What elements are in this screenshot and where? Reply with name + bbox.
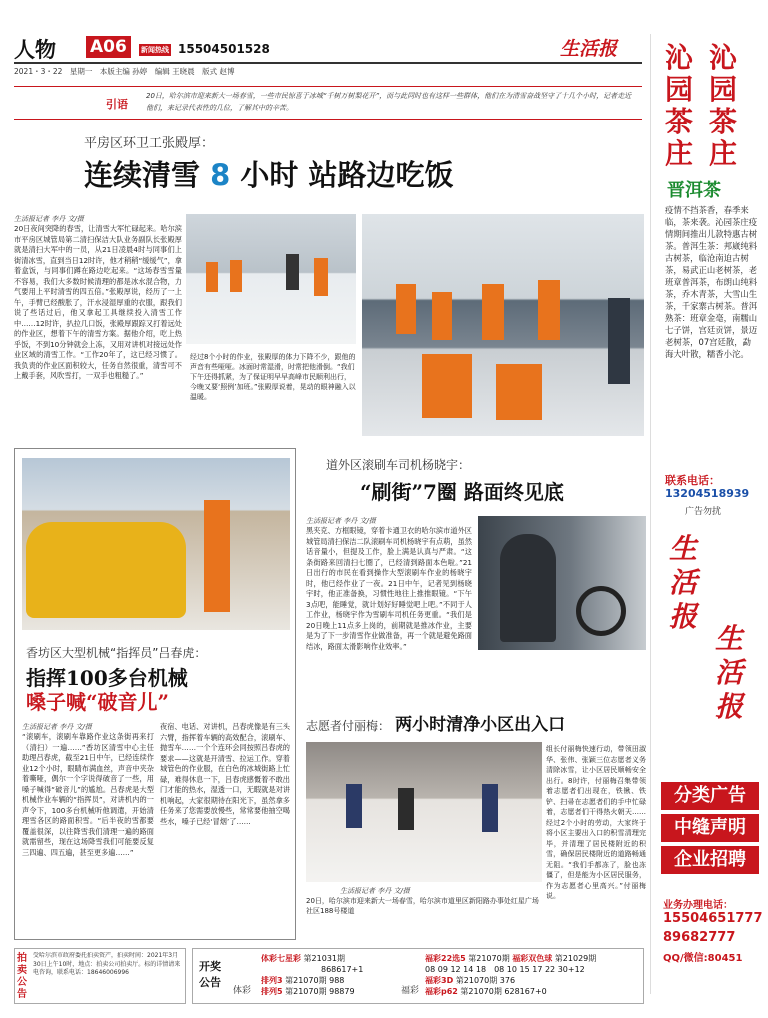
brand-char: 园	[709, 73, 738, 106]
volunteer-figure	[398, 788, 414, 830]
driver-figure	[500, 534, 556, 642]
worker-figure	[482, 284, 504, 340]
story1-photo-workers	[186, 214, 356, 344]
newspaper-logo: 生活报	[560, 38, 618, 60]
lottery-row	[425, 975, 641, 986]
story1-column	[14, 214, 182, 436]
hotline-tag: 新闻热线	[141, 46, 169, 54]
story4-headline	[306, 710, 565, 735]
lottery-name: 福彩3D	[425, 976, 454, 985]
hotline-number: 15504501528	[178, 42, 270, 56]
story4-caption-text: 20日，哈尔滨市迎来新大一场春雪，哈尔滨市道里区新阳路办事处红星广场社区188号楼道	[306, 897, 539, 915]
sidebar-ad-text: 疫情不挡茶香，春季来临，茶来袭。沁园茶庄疫情期间推出儿款特惠古树茶。普洱生茶：邦崴纯料古树茶，临沧南迫古树茶，易武正山老树茶，老班章普洱茶，布朗山纯料茶，乔木青茶，大雪山生茶，千家寨古树茶。普洱熟茶：班章金毫，南糯山七子饼，宫廷贡饼，景迈老树茶，07宫廷散，勐海大叶散，糯香小沱。	[665, 205, 758, 359]
lottery-row	[425, 986, 641, 997]
sidebar-no-disturb: 广告勿扰	[685, 507, 722, 517]
story4-title: 两小时清净小区出入口	[395, 715, 566, 735]
story2-column	[306, 516, 472, 692]
lottery-numbers: 376	[499, 976, 516, 985]
sports-lottery-logo: 体彩	[233, 986, 252, 996]
page-number-badge: A06	[86, 36, 131, 58]
brand-char: 庄	[709, 137, 738, 170]
story3-byline: 生活报记者 李丹 文/摄	[22, 723, 92, 731]
lottery-row	[425, 964, 641, 975]
story3-kicker: 香坊区大型机械“指挥员”吕春虎：	[26, 646, 207, 660]
lottery-numbers: 08 10 15 17 22 30+12	[494, 965, 585, 974]
story3-body: “滚刷车，滚刷车靠路作业这条街再来打（清扫）一遍……”香坊区清雪中心主任助理吕春虎，截至21日中午，已经连续作业12个小时，眼睛布满血丝，声音中夹杂着嘶哑，偶尔一个字说得破音了一些，用嗓子喊得“破音儿”的尴尬。吕春虎是大型机械作业车辆的“指挥员”，对讲机内的一声令下，100多台机械听他调遣，开始清理雪各区的路面积雪。“后半夜的雪都要覆盖很深，以往降雪我们清理一遍的路面就需留些，现在这场降雪我们可能要反复三四遍、四五遍，甚至更多遍……”	[22, 732, 154, 857]
story1-caption: 经过8个小时的作业，张殿厚的体力下降不少，跟他的声音有些哑哑。冰面时常湿滑，时常把他滑倒。“我们下午还得抓紧，为了保证明早早高峰市民顺利出行，今晚又要‘照例’加班。”张殿厚说着，晃动的眼神融入以温暖。	[190, 353, 356, 401]
lottery-period: 第21029期	[554, 954, 597, 963]
sidebar-classified-box	[661, 782, 759, 874]
lottery-name: 排列3	[261, 976, 283, 985]
sidebar-ad	[650, 34, 762, 994]
story3-column1	[22, 722, 154, 936]
story1-photo-lunch	[362, 214, 644, 436]
story3-column2: 夜宿、电话、对讲机，吕春虎像是有三头六臂，指挥着车辆的高效配合，滚刷车、抛雪车……一个个连环会同按照吕春虎的要求——这就是开清雪、拉运工作。穿着城管色的作业服，在白色的冰城街路上忙碌，难得休息一下，吕春虎感慨着不敢出门才能的热水，湿透一口，无暇就是对讲机响起，大家很期待在阳光下，虽然拿多任务来了您需要放慢些，常常要他抽空喝些水，嗓子已经‘冒烟’了……	[160, 722, 290, 826]
sidebar-logo-2: 生活报	[715, 622, 744, 723]
volunteer-figure	[346, 784, 362, 828]
story2-byline: 生活报记者 李丹 文/摄	[306, 517, 376, 525]
lottery-numbers: 628167+0	[504, 987, 547, 996]
lottery-period: 第21070期	[455, 976, 498, 985]
lottery-row	[261, 986, 391, 997]
notice-label: 拍卖公告	[17, 953, 27, 1000]
lottery-numbers: 98879	[329, 987, 355, 996]
lottery-period: 第21070期	[460, 987, 502, 996]
person-figure	[204, 500, 230, 612]
taxi-shape	[26, 522, 186, 618]
story4-byline: 生活报记者 李丹 文/摄	[340, 887, 410, 895]
worker-figure	[496, 364, 542, 420]
brand-char: 茶	[709, 105, 738, 138]
section-title: 人物	[14, 37, 56, 62]
welfare-lottery	[425, 953, 641, 997]
sidebar-contact-label: 联系电话：	[665, 474, 720, 487]
story4-kicker: 志愿者付丽梅：	[306, 719, 391, 733]
lottery-numbers: 08 09 12 14 18	[425, 965, 487, 974]
story3-photo-taxi	[22, 458, 290, 630]
brand-char: 沁	[709, 41, 738, 74]
classified-ads-label: 分类广告	[661, 782, 759, 810]
lottery-row	[261, 975, 391, 986]
worker-figure	[314, 258, 328, 296]
lede-box	[14, 86, 642, 120]
worker-figure	[206, 262, 218, 292]
lottery-name: 福彩p62	[425, 987, 458, 996]
sidebar-phone1: 15504651777	[663, 911, 763, 926]
story2-caption	[478, 656, 646, 692]
story1-byline: 生活报记者 李丹 文/摄	[14, 215, 84, 223]
footer-notice	[14, 948, 186, 1004]
story1-headline-part1: 连续清雪	[84, 158, 201, 192]
story4-caption	[306, 886, 542, 940]
lede-text: 20日，哈尔滨市迎来新大一场春雪，一些市民惊喜于冰城“千树万树梨花开”，而与此同时也有这样一些群体，他们在为清雪奋战坚守了十几个小时，记者走近他们，来记录代表性的几位，了解其中的辛苦。	[146, 92, 632, 112]
lottery-period: 第21070期	[285, 976, 327, 985]
header-rule	[14, 62, 642, 64]
welfare-lottery-logo: 福彩	[401, 986, 420, 996]
lottery-name: 排列5	[261, 987, 283, 996]
lede-label: 引语	[106, 98, 128, 111]
story4-body: 组长付丽梅快速行动，带领田淑华、张伟、张颖三位志愿者义务清除冰雪，让小区居民顺畅安全出行。8时许，付丽梅召集带领着志愿者们出现在，铁锹、铁铲、扫帚在志愿者们的手中忙碌着，志愿者们干得热火朝天……经过2个小时的劳动，大家终于将小区主要出入口的积雪清理完毕，并清理了居民楼附近的积雪，确保居民楼附近的道路畅通无阻。“我们手都冻了，脸也冻僵了，但是能为小区居民服务，作为志愿者心里高兴。”付丽梅说。	[546, 745, 646, 900]
date-line: 2021・3・22 星期一 本版主编 孙婷 编辑 王晓晨 版式 赵博	[14, 67, 235, 76]
sidebar-biz-label: 业务办理电话：	[663, 900, 733, 911]
notice-label: 中缝声明	[661, 814, 759, 842]
lottery-numbers: 988	[329, 976, 345, 985]
lottery-row	[261, 953, 391, 964]
notice-text: 受哈尔滨市政府委托拍卖资产，拍卖时间：2021年3月30日上午10时，地点：拍卖公司拍卖厅。标的详情请来电咨询，联系电话：18646006996	[33, 952, 181, 976]
story3-headline1: 指挥100多台机械	[26, 666, 188, 690]
recruitment-label: 企业招聘	[661, 846, 759, 874]
steering-wheel	[576, 586, 626, 636]
worker-figure	[608, 298, 630, 384]
brand-char: 园	[665, 73, 694, 106]
brand-char: 沁	[665, 41, 694, 74]
lottery-name: 福彩双色球	[512, 954, 553, 963]
story2-kicker: 道外区滚刷车司机杨晓宇：	[326, 458, 471, 472]
sidebar-phone2: 89682777	[663, 930, 736, 945]
story2-photo-driver	[478, 516, 646, 650]
story1-body: 20日夜间突降的春雪，让清雪大军忙碌起来。哈尔滨市平房区城管局第二清扫保洁大队业务副队长张殿厚就是清扫大军中的一员，从21日凌晨4时与同事们上街清冰雪，直到当日12时许，他才稍稍“缓缓气”，拿着盒饭，与同事们蹲在路边吃起来。“这场春雪雪量不容易，我们大多数时候清理的都是冰水混合物，力气要用上平时清雪的四五倍。”张殿厚说，经历了一上午，手臂已经酸胀了，汗水浸湿厚重的衣服，跟我们说了些话过后，他又拿起工具继续投入清雪工作中……12时许，扒拉几口饭，张殿厚跟踪又打着远处的作业区，想着下午的清雪方案。据他介绍，吃上热乎饭，不到10分钟就会上冻，又用对讲机对接远处作业区域的清雪工作。“工作20年了，这已经习惯了。我负责的作业区面积较大，任务自然很重，清雪可不上戴手套，风吹雪打，一双手也粗糙了。”	[14, 224, 182, 380]
story1-kicker: 平房区环卫工张殿厚：	[84, 136, 215, 151]
lottery-name: 体彩七星彩	[261, 954, 301, 963]
worker-figure	[432, 292, 452, 340]
sports-lottery	[261, 953, 391, 997]
brand-char: 茶	[665, 105, 694, 138]
story1-headline	[84, 153, 454, 194]
lottery-period: 第21070期	[468, 954, 510, 963]
volunteer-figure	[482, 784, 498, 832]
brand-char: 庄	[665, 137, 694, 170]
worker-figure	[538, 280, 560, 340]
lottery-numbers: 868617+1	[321, 965, 364, 974]
lottery-period: 第21070期	[285, 987, 327, 996]
sidebar-logo-1: 生活报	[669, 532, 698, 633]
story1-headline-number: 8	[210, 158, 231, 192]
lottery-row	[425, 953, 641, 964]
story1-headline-part2: 小时 站路边吃饭	[240, 158, 454, 192]
story4-photo-volunteers	[306, 742, 542, 882]
story2-headline: “刷街”7圈 路面终见底	[360, 480, 564, 504]
sidebar-product: 晋洱茶	[667, 180, 721, 201]
lottery-period: 第21031期	[303, 954, 345, 963]
sidebar-brand-col1	[665, 42, 693, 170]
worker-figure	[230, 260, 242, 292]
open-label: 开奖公告	[199, 960, 221, 989]
sidebar-brand-col2	[709, 42, 737, 170]
lottery-name: 福彩22选5	[425, 954, 466, 963]
footer-lottery	[192, 948, 644, 1004]
story3-headline2: 嗓子喊“破音儿”	[26, 690, 170, 714]
worker-figure	[422, 354, 472, 418]
story2-body: 黑夹克、方框眼镜，穿着卡通卫衣的哈尔滨市道外区城管局清扫保洁二队滚刷车司机杨晓宇有点萌，虽然话音量小，但提及工作，脸上满是认真与严肃。“这条街路来回清扫七圈了，已经清到路面本色啦。”21日出行的市民在看到操作大型滚刷车作业的杨晓宇时，他已经作业了一夜。21日中午，记者见到杨晓宇时，他正准备换，习惯性地往上推推眼镜。“下午3点吧，能睡觉，就计划好好睡觉吧上吧。”不同于人工作业，杨晓宇作为雪刷车司机任务更重。“我们是20日晚上11点多上岗的，前期就是推冰作业，主要是为了下一步清雪作业做准备，再一个就是避免路面结冰，路面太滑影响作业效率。”	[306, 526, 472, 651]
sidebar-qq: QQ/微信:80451	[663, 953, 743, 964]
worker-figure	[286, 254, 299, 290]
worker-figure	[396, 284, 416, 334]
sidebar-contact: 13204518939	[665, 487, 750, 500]
